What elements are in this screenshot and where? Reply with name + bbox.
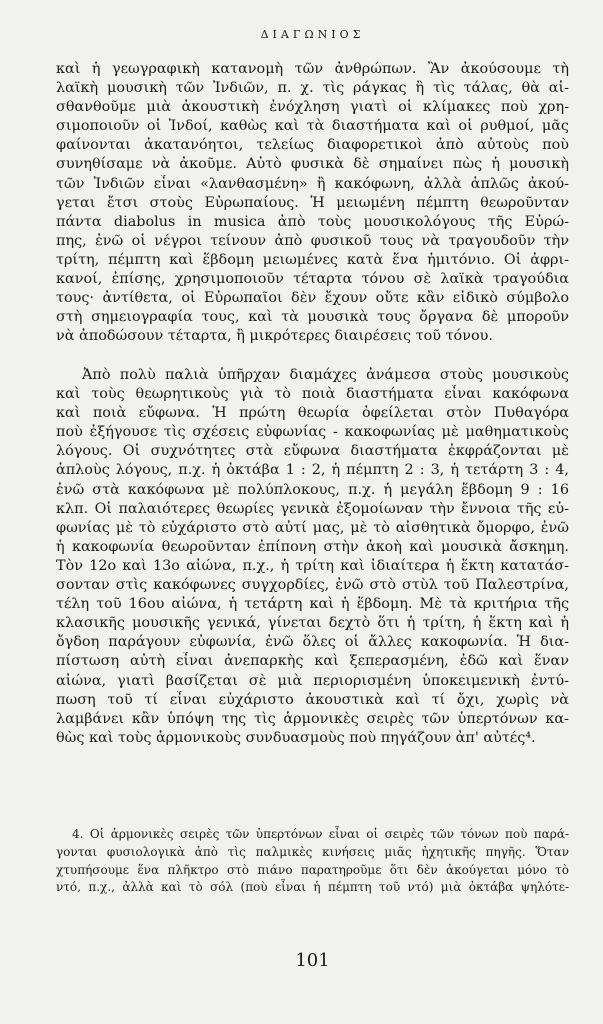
- text-line: πης, ἐνῶ οἱ νέγροι τείνουν ἀπὸ φυσικοῦ τους νὰ τραγουδοῦν τὴν: [56, 232, 569, 249]
- text-line: ἁπλοὺς λόγους, π.χ. ἡ ὀκτάβα 1 : 2, ἡ πέμπτη 2 : 3, ἡ τετάρτη 3 : 4,: [56, 462, 569, 479]
- text-line: πωση τοῦ τί εἶναι εὐχάριστο ἀκουστικὰ καὶ τί ὄχι, χωρὶς νὰ: [56, 691, 569, 708]
- book-page: [56, 0, 569, 1024]
- text-line: Ἀπὸ πολὺ παλιὰ ὑπῆρχαν διαμάχες ἀνάμεσα στοὺς μουσικοὺς: [82, 367, 569, 383]
- text-line: Τὸν 12ο καὶ 13ο αἰώνα, π.χ., ἡ τρίτη καὶ ἰδιαίτερα ἡ ἕκτη κατατάσ-: [56, 557, 569, 574]
- text-line: λαμβάνει κἂν ὑπόψη της τὶς ἁρμονικὲς σειρὲς τῶν ὑπερτόνων κα-: [56, 710, 569, 727]
- text-line: τρίτη, πέμπτη καὶ ἕβδομη μειωμένες κατὰ ἕνα ἡμιτόνιο. Οἱ ἀφρι-: [56, 251, 569, 268]
- text-line: τους· ἀντίθετα, οἱ Εὐρωπαῖοι δὲν ἔχουν οὔτε κἂν εἰδικὸ σύμβολο: [56, 290, 569, 307]
- text-line: αἰώνα, γιατὶ βασίζεται σὲ μιὰ περιορισμένη ὑποκειμενικὴ ἐντύ-: [56, 672, 569, 689]
- text-line: ὄγδοη παράγουν εὐφωνία, ἐνῶ ὅλες οἱ ἄλλες κακοφωνία. Ἡ δια-: [56, 634, 569, 651]
- footnote: [56, 826, 569, 897]
- footnote-line: ντό, π.χ., ἀλλὰ καὶ τὸ σόλ (ποὺ εἶναι ἡ πέμπτη τοῦ ντό) μιὰ ὀκτάβα ψηλότε-: [56, 880, 569, 895]
- text-line: καὶ τοὺς θεωρητικοὺς γιὰ τὸ ποιὰ διαστήματα εἶναι κακόφωνα: [56, 386, 569, 403]
- text-line: καὶ ἡ γεωγραφικὴ κατανομὴ τῶν ἀνθρώπων. Ἂν ἀκούσουμε τὴ: [56, 61, 569, 77]
- text-line: πίστωση αὐτὴ εἶναι ἀνεπαρκὴς καὶ ξεπερασμένη, ἐδῶ καὶ ἕναν: [56, 653, 569, 670]
- text-line: καὶ ποιὰ εὔφωνα. Ἡ πρώτη θεωρία ὀφείλεται στὸν Πυθαγόρα: [56, 405, 569, 422]
- text-line: κλασικῆς μουσικῆς γενικά, γίνεται δεχτὸ ὅτι ἡ τρίτη, ἡ ἕκτη καὶ ἡ: [56, 615, 569, 632]
- text-line: πάντα diabolus in musica ἀπὸ τοὺς μουσικολόγους τῆς Εὐρώ-: [56, 213, 569, 230]
- footnote-line: 4. Οἱ ἁρμονικὲς σειρὲς τῶν ὑπερτόνων εἶναι οἱ σειρὲς τῶν τόνων ποὺ παρά-: [72, 827, 569, 841]
- text-line: σθανθοῦμε μιὰ ἀκουστικὴ ἐνόχληση γιατὶ οἱ κλίμακες ποὺ χρη-: [56, 99, 569, 116]
- text-line: λαϊκὴ μουσικὴ τῶν Ἰνδιῶν, π. χ. τὶς ράγκας ἢ τὶς τάλας, θὰ αἰ-: [56, 80, 569, 97]
- text-line: λόγους. Οἱ συχνότητες στὰ εὔφωνα διαστήματα ἐκφράζονται μὲ: [56, 443, 569, 460]
- text-line: φαίνονται ἀκατανόητοι, τελείως διαφορετικοὶ ἀπὸ αὐτοὺς ποὺ: [56, 137, 569, 154]
- text-line: συνηθίσαμε νὰ ἀκοῦμε. Αὐτὸ φυσικὰ δὲ σημαίνει πὼς ἡ μουσικὴ: [56, 156, 569, 173]
- running-header: ΔΙΑΓΩΝΙΟΣ: [260, 28, 365, 41]
- text-line: κλπ. Οἱ παλαιότερες θεωρίες γενικὰ ἐξομοίωναν τὴν ἔννοια τῆς εὐ-: [56, 500, 569, 517]
- footnote-line: γονται φυσιολογικὰ ἀπὸ τὶς παλμικὲς κινήσεις μιᾶς ἠχητικῆς πηγῆς. Ὅταν: [56, 844, 569, 859]
- text-line: τῶν Ἰνδιῶν εἶναι «λανθασμένη» ἢ κακόφωνη, ἀλλὰ ἁπλῶς ἀκού-: [56, 175, 569, 192]
- text-line: ἡ κακοφωνία θεωροῦνταν ἐπίπονη στὴν ἀκοὴ καὶ μουσικὰ ἄσκημη.: [56, 538, 569, 555]
- body-paragraph-1: [56, 60, 569, 346]
- text-line: στὴ σημειογραφία τους, καὶ τὰ μουσικὰ τους ὄργανα δὲ μποροῦν: [56, 309, 569, 326]
- text-line: κανοί, ἐπίσης, χρησιμοποιοῦν τέταρτα τόνου σὲ λαϊκὰ τραγούδια: [56, 271, 569, 288]
- text-line: γεται ἔτσι στοὺς Εὐρωπαίους. Ἡ μειωμένη πέμπτη θεωροῦνταν: [56, 194, 569, 211]
- footnote-line: χτυπήσουμε ἕνα πλῆκτρο στὸ πιάνο παρατηροῦμε ὅτι δὲν ἀκούγεται μόνο τὸ: [56, 862, 569, 877]
- text-line: τέλη τοῦ 16ου αἰώνα, ἡ τετάρτη καὶ ἡ ἕβδομη. Μὲ τὰ κριτήρια τῆς: [56, 596, 569, 613]
- body-paragraph-2: [56, 366, 569, 748]
- text-line: θὼς καὶ τοὺς ἁρμονικοὺς συνδυασμοὺς ποὺ πηγάζουν ἀπ' αὐτές⁴.: [56, 729, 536, 746]
- text-line: φωνίας μὲ τὸ εὐχάριστο στὸ αὐτί μας, μὲ τὸ αἰσθητικὰ ὄμορφο, ἐνῶ: [56, 519, 569, 536]
- text-line: ποὺ ἐξήγουσε τὶς σχέσεις εὐφωνίας - κακοφωνίας μὲ μαθηματικοὺς: [56, 424, 569, 441]
- text-line: ἐνῶ στὰ κακόφωνα μὲ πολύπλοκους, π.χ. ἡ μεγάλη ἕβδομη 9 : 16: [56, 481, 569, 498]
- text-line: νὰ ἀποδώσουν τέταρτα, ἢ μικρότερες διαιρέσεις τοῦ τόνου.: [56, 328, 493, 345]
- text-line: σιμοποιοῦν οἱ Ἰνδοί, καθὼς καὶ τὰ διαστήματα καὶ οἱ ρυθμοί, μᾶς: [56, 118, 569, 135]
- page-number: 101: [295, 950, 330, 971]
- text-line: σονταν στὶς κακόφωνες συγχορδίες, ἐνῶ στὸ στὺλ τοῦ Παλεστρίνα,: [56, 577, 569, 594]
